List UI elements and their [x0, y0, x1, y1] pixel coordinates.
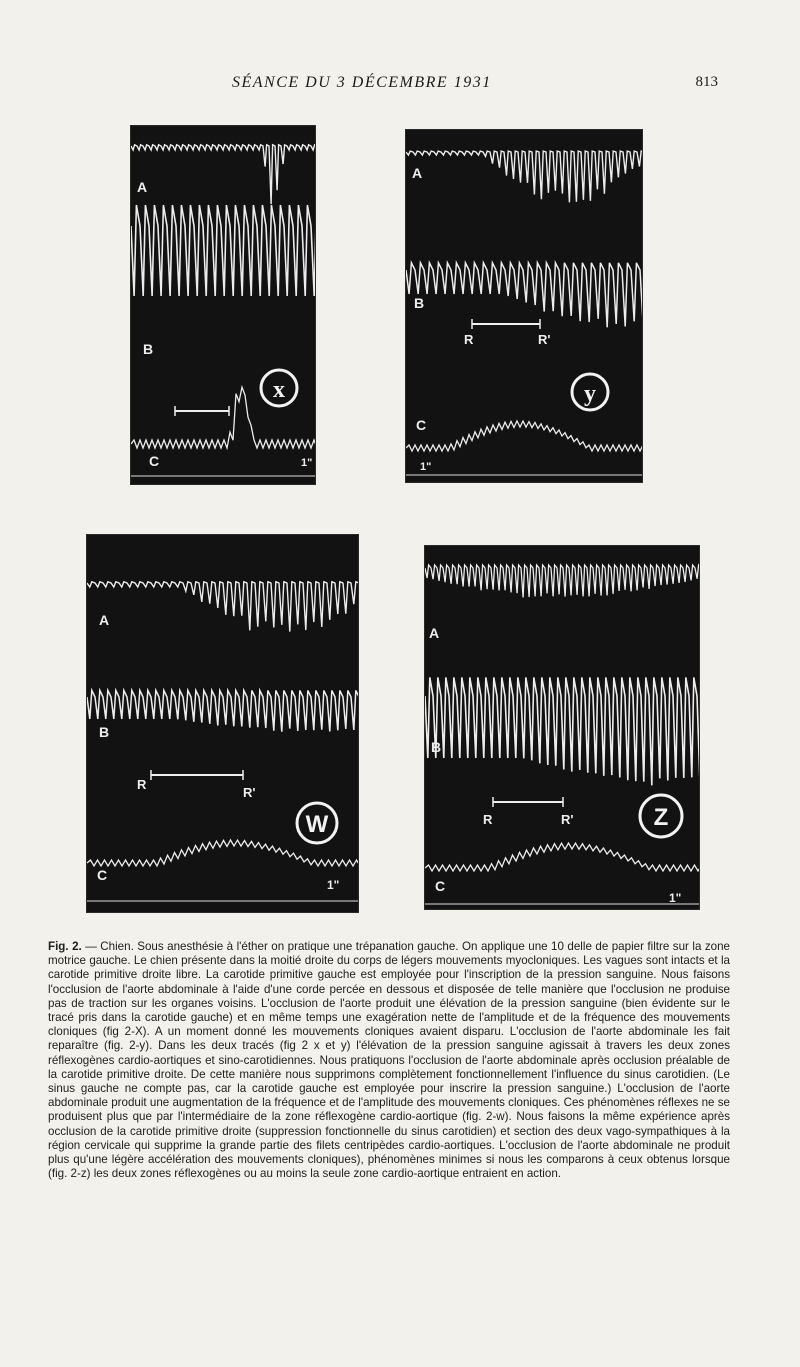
trace-panel-y — [406, 130, 642, 482]
label-r-w: R — [137, 777, 147, 792]
trace-panel-x — [131, 126, 315, 484]
panel-emblem-z: Z — [653, 804, 669, 831]
page-number: 813 — [695, 74, 718, 90]
trace-b-y — [406, 263, 642, 328]
label-r-prime-z: R' — [561, 812, 574, 827]
figure-caption-label: Fig. 2. — [48, 940, 82, 953]
trace-b-w — [87, 690, 358, 731]
label-a-y: A — [412, 165, 423, 181]
figure-panel-x — [131, 126, 315, 484]
trace-c-x — [131, 387, 315, 448]
label-c-x: C — [149, 453, 160, 469]
label-a-w: A — [99, 612, 110, 628]
label-r-prime-y: R' — [538, 332, 551, 347]
trace-a-z — [425, 565, 699, 598]
label-b-x: B — [143, 341, 154, 357]
label-c-w: C — [97, 867, 108, 883]
trace-panel-z — [425, 546, 699, 909]
figure-panel-y — [406, 130, 642, 482]
time-mark-y: 1" — [420, 461, 432, 473]
figure-caption-text: — Chien. Sous anesthésie à l'éther on pratique une trépanation gauche. On applique une 10 delle de papier filtre sur la zone motrice gauche. Le chien présente dans la moitié droite du corps de légers mouvements myocloniques. Les vagues sont intacts et la carotide primitive droite libre. La carotide primitive gauche est employée pour l'inscription de la pression sanguine. Nous faisons l'occlusion de l'aorte abdominale à l'aide d'une corde percée en dessous et disposée de telle manière que l'occlusion ne produise pas de traction sur les organes voisins. L'occlusion de l'aorte produit une élévation de la pression sanguine (bien évidente sur le tracé pris dans la carotide gauche) et en même temps une exagération nette de l'amplitude et de la fréquence des mouvements cloniques (fig 2-X). A un moment donné les mouvements cloniques avaient disparu. L'occlusion de l'aorte abdominale les fait reparaître (fig. 2-y). Dans les deux tracés (fig 2 x et y) l'élévation de la pression sanguine agissait à travers les deux zones réflexogènes cardio-aortiques et sino-carotidiennes. Nous pratiquons l'occlusion de l'aorte abdominale après occlusion préalable de la carotide primitive droite. De cette manière nous supprimons complètement fonctionnellement l'influence du sinus carotidien. (Le sinus gauche ne compte pas, car la carotide gauche est employée pour inscrire la pression sanguine.) L'occlusion de l'aorte abdominale produit une augmentation de la fréquence et de l'amplitude des mouvements cloniques. Ces phénomènes réflexes ne se produisent plus que par l'intermédiaire de la zone réflexogène cardio-aortique (fig. 2-w). Nous faisons la même expérience après occlusion de la carotide primitive droite (suppression fonctionnelle du sinus carotidien) et section des deux vago-sympathiques à la région cervicale qui supprime la grande partie des filets centripèdes cardio-aortiques. L'occlusion de l'aorte abdominale ne produit plus qu'une légère accélération des mouvements cloniques), phénomènes minimes si nous les comparons à ceux obtenus lorsque (fig. 2-z) les deux zones réflexogènes ou au moins la seule zone cardio-aortique entraient en action. — [48, 940, 730, 1181]
time-mark-x: 1" — [301, 457, 313, 469]
trace-c-z — [425, 843, 699, 871]
label-b-w: B — [99, 724, 110, 740]
trace-b-z — [425, 677, 699, 785]
trace-b-x — [131, 205, 315, 296]
label-b-z: B — [431, 739, 442, 755]
time-mark-w: 1" — [327, 878, 340, 892]
label-a-x: A — [137, 179, 148, 195]
label-c-y: C — [416, 417, 427, 433]
panel-emblem-x: x — [273, 377, 285, 403]
trace-a-y — [406, 151, 642, 202]
figure-panel-z — [425, 546, 699, 909]
label-a-z: A — [429, 625, 440, 641]
trace-c-y — [406, 421, 642, 451]
label-b-y: B — [414, 295, 425, 311]
figure-caption — [48, 940, 730, 1181]
trace-a-x — [131, 145, 315, 204]
running-head — [0, 74, 800, 98]
label-r-y: R — [464, 332, 474, 347]
label-r-z: R — [483, 812, 493, 827]
trace-panel-w — [87, 535, 358, 912]
trace-a-w — [87, 582, 358, 632]
figure-panel-w — [87, 535, 358, 912]
label-c-z: C — [435, 878, 446, 894]
label-r-prime-w: R' — [243, 785, 256, 800]
time-mark-z: 1" — [669, 891, 682, 905]
panel-emblem-y: y — [584, 381, 596, 407]
panel-emblem-w: W — [305, 811, 329, 838]
running-head-title: SÉANCE DU 3 DÉCEMBRE 1931 — [232, 74, 492, 91]
